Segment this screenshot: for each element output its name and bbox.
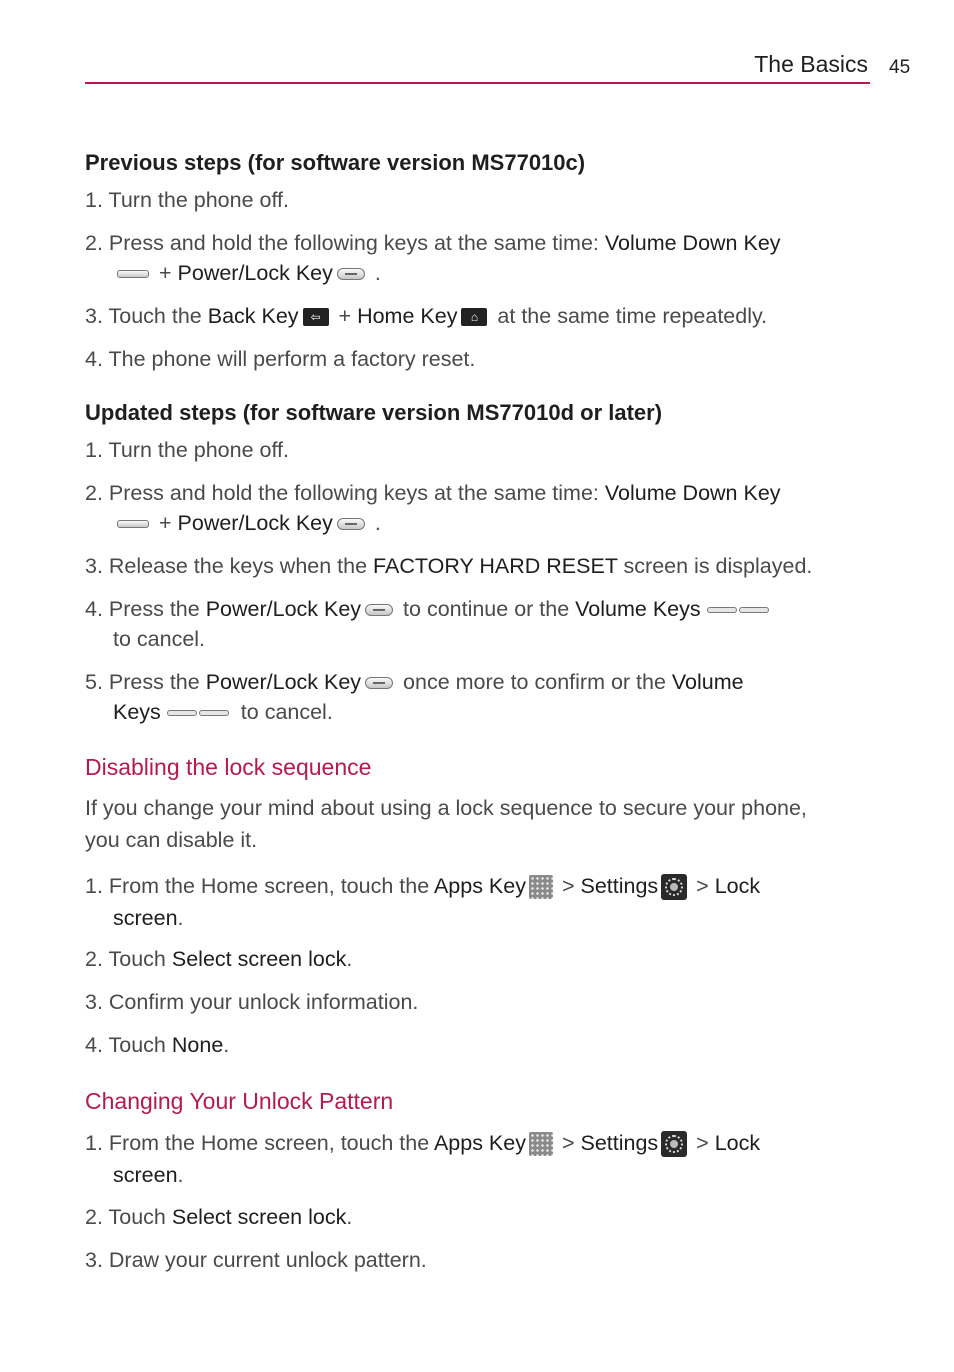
changing-pattern-heading: Changing Your Unlock Pattern [85,1088,394,1114]
step-text: 4. Press the [85,597,206,621]
settings-gear-icon [661,1131,687,1157]
updated-step-2 [85,478,875,538]
power-lock-key-icon [337,268,365,280]
settings-label: Settings [580,874,659,898]
volume-down-key-icon [117,270,149,278]
power-lock-key-icon [365,677,393,689]
previous-step-2 [85,228,875,288]
step-end: at the same time repeatedly. [491,304,768,328]
header-title: The Basics [754,51,868,77]
select-screen-lock-label: Select screen lock [171,947,347,971]
step-end: to cancel. [234,700,333,724]
home-key-label: Home Key [357,304,458,328]
page-header [85,50,870,84]
apps-key-label: Apps Key [433,874,526,898]
separator: > [690,1131,715,1155]
plus-text: + [153,261,178,285]
settings-label: Settings [580,1131,659,1155]
step-text: 4. Touch [85,1033,172,1057]
power-lock-key-label: Power/Lock Key [177,261,333,285]
step-end: . [177,1163,184,1187]
lock-label: Lock [714,874,761,898]
apps-grid-icon [529,1132,553,1156]
disabling-intro-line-2: you can disable it. [85,828,258,852]
updated-step-4 [85,594,875,654]
step-end: screen is displayed. [617,554,813,578]
step-end: . [177,906,184,930]
disabling-step-2 [85,944,875,974]
changing-step-1 [85,1127,875,1191]
power-lock-key-icon [365,604,393,616]
power-lock-key-label: Power/Lock Key [205,670,362,694]
disabling-step-3: 3. Confirm your unlock information. [85,990,419,1014]
step-end: . [223,1033,230,1057]
disabling-step-4 [85,1030,875,1060]
disabling-step-1 [85,870,875,934]
home-key-icon: ⌂ [461,308,487,326]
previous-step-1: 1. Turn the phone off. [85,188,290,212]
volume-label: Volume [671,670,744,694]
step-end: . [346,947,353,971]
volume-down-key-label: Volume Down Key [604,481,781,505]
factory-hard-reset-label: FACTORY HARD RESET [373,554,618,578]
previous-step-4: 4. The phone will perform a factory reset. [85,347,476,371]
apps-grid-icon [529,875,553,899]
step-text: 2. Touch [85,947,172,971]
power-lock-key-label: Power/Lock Key [177,511,333,535]
step-end: . [368,261,381,285]
power-lock-key-icon [337,518,365,530]
settings-gear-icon [661,874,687,900]
updated-step-5 [85,667,875,727]
step-text: 2. Press and hold the following keys at the same time: [85,481,605,505]
updated-step-3 [85,551,875,581]
lock-label: Lock [714,1131,761,1155]
step-text: 2. Press and hold the following keys at the same time: [85,231,605,255]
step-text: 1. From the Home screen, touch the [85,1131,434,1155]
power-lock-key-label: Power/Lock Key [205,597,362,621]
plus-text: + [153,511,178,535]
step-text: 5. Press the [85,670,206,694]
disabling-lock-heading: Disabling the lock sequence [85,754,372,780]
volume-keys-icon [167,710,229,716]
changing-step-2 [85,1202,875,1232]
step-end: . [346,1205,353,1229]
step-text: 3. Release the keys when the [85,554,374,578]
volume-keys-icon [707,607,769,613]
step-cont: to cancel. [113,627,206,651]
separator: > [555,874,581,898]
none-label: None [171,1033,224,1057]
apps-key-label: Apps Key [433,1131,526,1155]
screen-label: screen [113,1163,178,1187]
plus-text: + [332,304,358,328]
step-end: . [368,511,381,535]
screen-label: screen [113,906,178,930]
previous-step-3 [85,301,875,331]
volume-down-key-label: Volume Down Key [604,231,781,255]
back-key-icon: ⇦ [303,308,329,326]
keys-label: Keys [113,700,161,724]
step-text: 1. From the Home screen, touch the [85,874,434,898]
step-text: 2. Touch [85,1205,172,1229]
select-screen-lock-label: Select screen lock [171,1205,347,1229]
step-text: to continue or the [397,597,576,621]
updated-step-1: 1. Turn the phone off. [85,438,290,462]
step-text: once more to confirm or the [397,670,672,694]
page-number: 45 [889,57,911,78]
step-text: 3. Touch the [85,304,208,328]
changing-step-3: 3. Draw your current unlock pattern. [85,1248,427,1272]
updated-steps-heading: Updated steps (for software version MS77010d or later) [85,400,663,425]
volume-keys-label: Volume Keys [575,597,701,621]
disabling-intro-line-1: If you change your mind about using a lock sequence to secure your phone, [85,796,807,820]
volume-down-key-icon [117,520,149,528]
separator: > [555,1131,581,1155]
separator: > [690,874,715,898]
previous-steps-heading: Previous steps (for software version MS77010c) [85,150,586,175]
back-key-label: Back Key [207,304,299,328]
